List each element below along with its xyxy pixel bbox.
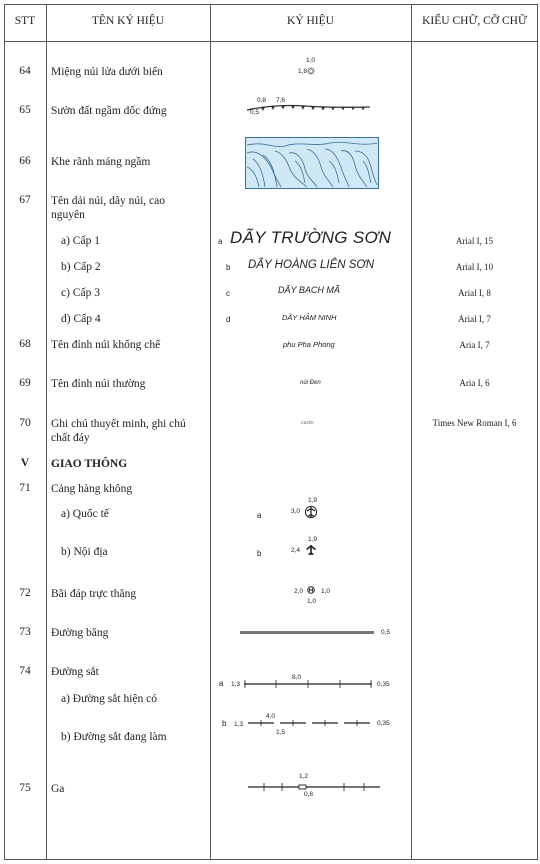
row-67-name-cont: nguyên <box>51 209 85 221</box>
row-70-stt: 70 <box>19 417 31 429</box>
dim-label: 0,35 <box>377 720 390 727</box>
section-v-title: GIAO THÔNG <box>51 458 128 470</box>
domestic-airport-icon <box>305 544 317 556</box>
row-74-name: Đường sắt <box>51 666 99 678</box>
sample-text: núi Đen <box>300 380 321 386</box>
row-64-stt: 64 <box>19 65 31 77</box>
row-68-name: Tên đỉnh núi khống chế <box>51 339 161 351</box>
row-70-name-cont: chất đáy <box>51 432 90 444</box>
dim-label: 2,0 <box>294 588 304 595</box>
row-74-stt: 74 <box>19 665 31 677</box>
dim-label: 0,8 <box>257 97 267 104</box>
dim-label: 1,3 <box>234 721 244 728</box>
dim-label: 1,9 <box>308 497 318 504</box>
sample-text-cap1: DÃY TRƯỜNG SƠN <box>230 228 392 247</box>
steep-slope-symbol <box>245 100 375 116</box>
row-68-stt: 68 <box>19 338 31 350</box>
row-74a-label: a) Đường sắt hiện có <box>61 693 157 705</box>
row-65-name: Sườn đất ngầm dốc đứng <box>51 105 167 117</box>
sample-text: phu Pha Phong <box>283 340 335 349</box>
variant-mark: c <box>226 289 230 298</box>
row-69-name: Tên đỉnh núi thường <box>51 378 146 390</box>
submarine-trench-symbol <box>245 137 379 189</box>
row-71-name: Cảng hàng không <box>51 483 133 495</box>
dim-label: 1,3 <box>231 681 241 688</box>
row-66-name: Khe rãnh máng ngầm <box>51 156 151 168</box>
dim-label: 1,0 <box>321 588 331 595</box>
variant-mark: a <box>219 679 224 688</box>
row-74b-label: b) Đường sắt đang làm <box>61 731 167 743</box>
dim-label: 3,0 <box>291 508 301 515</box>
dim-label: 2,4 <box>291 547 301 554</box>
row-67a-label: a) Cấp 1 <box>61 235 100 247</box>
dim-label: 0,35 <box>377 681 390 688</box>
font-spec: Times New Roman I, 6 <box>432 418 517 428</box>
dim-label: 0,5 <box>381 629 391 636</box>
column-divider <box>46 4 47 860</box>
sample-text-cap4: DÃY HẢM NINH <box>282 313 337 322</box>
row-64-name: Miệng núi lửa dưới biển <box>51 66 163 78</box>
dim-label: 1,0 <box>307 598 317 605</box>
header-ten-ky-hieu: TÊN KÝ HIỆU <box>91 15 165 27</box>
sample-text: casto <box>301 420 314 426</box>
row-67d-label: d) Cấp 4 <box>61 313 101 325</box>
variant-mark: b <box>226 263 231 272</box>
row-75-name: Ga <box>51 783 65 795</box>
font-spec: Arial I, 15 <box>455 236 494 246</box>
row-65-stt: 65 <box>19 104 31 116</box>
row-73-name: Đường băng <box>51 627 109 639</box>
submarine-volcano-icon <box>307 67 317 77</box>
column-divider <box>210 4 211 860</box>
header-ky-hieu: KÝ HIỆU <box>287 15 334 27</box>
column-divider <box>411 4 412 860</box>
row-72-name: Bãi đáp trực thăng <box>51 588 137 600</box>
row-67-stt: 67 <box>19 194 31 206</box>
section-v-stt: V <box>20 457 30 469</box>
header-divider <box>4 41 538 42</box>
row-73-stt: 73 <box>19 626 31 638</box>
variant-mark: d <box>226 315 231 324</box>
station-symbol <box>248 782 382 792</box>
row-71a-label: a) Quốc tế <box>61 508 109 520</box>
international-airport-icon <box>304 505 318 519</box>
row-67b-label: b) Cấp 2 <box>61 261 101 273</box>
font-spec: Aria I, 7 <box>459 340 490 350</box>
dim-label: 0,8 <box>304 791 314 798</box>
dim-label: 1,8 <box>298 68 308 75</box>
row-67-name: Tên dải núi, dãy núi, cao <box>51 195 166 207</box>
row-75-stt: 75 <box>19 782 31 794</box>
variant-mark: b <box>222 719 227 728</box>
dim-label: 1,0 <box>306 57 316 64</box>
railway-under-construction-line <box>248 719 376 727</box>
sample-text-cap3: DÃY BẠCH MÃ <box>278 285 340 295</box>
row-66-stt: 66 <box>19 155 31 167</box>
variant-mark: b <box>257 549 262 558</box>
runway-line <box>240 630 374 636</box>
header-kieu-chu: KIỂU CHỮ, CỠ CHỮ <box>422 15 527 27</box>
helipad-icon <box>307 586 317 596</box>
dim-label: 4,0 <box>266 713 276 720</box>
variant-mark: a <box>257 511 262 520</box>
dim-label: 8,0 <box>292 674 302 681</box>
dim-label: 1,2 <box>299 773 309 780</box>
row-71b-label: b) Nội địa <box>61 546 108 558</box>
dim-label: 0,5 <box>250 109 260 116</box>
font-spec: Arial I, 10 <box>455 262 494 272</box>
row-72-stt: 72 <box>19 587 31 599</box>
dim-label: 1,5 <box>276 729 286 736</box>
variant-mark: a <box>218 237 223 246</box>
font-spec: Aria I, 6 <box>459 378 490 388</box>
row-70-name: Ghi chú thuyết minh, ghi chú <box>51 418 186 430</box>
row-67c-label: c) Cấp 3 <box>61 287 100 299</box>
font-spec: Arial I, 8 <box>458 288 491 298</box>
dim-label: 7,6 <box>276 97 286 104</box>
row-71-stt: 71 <box>19 482 31 494</box>
header-stt: STT <box>14 15 36 27</box>
railway-existing-line <box>244 680 374 688</box>
font-spec: Arial I, 7 <box>458 314 491 324</box>
row-69-stt: 69 <box>19 377 31 389</box>
dim-label: 1,9 <box>308 536 318 543</box>
sample-text-cap2: DÃY HOÀNG LIÊN SƠN <box>248 259 375 271</box>
